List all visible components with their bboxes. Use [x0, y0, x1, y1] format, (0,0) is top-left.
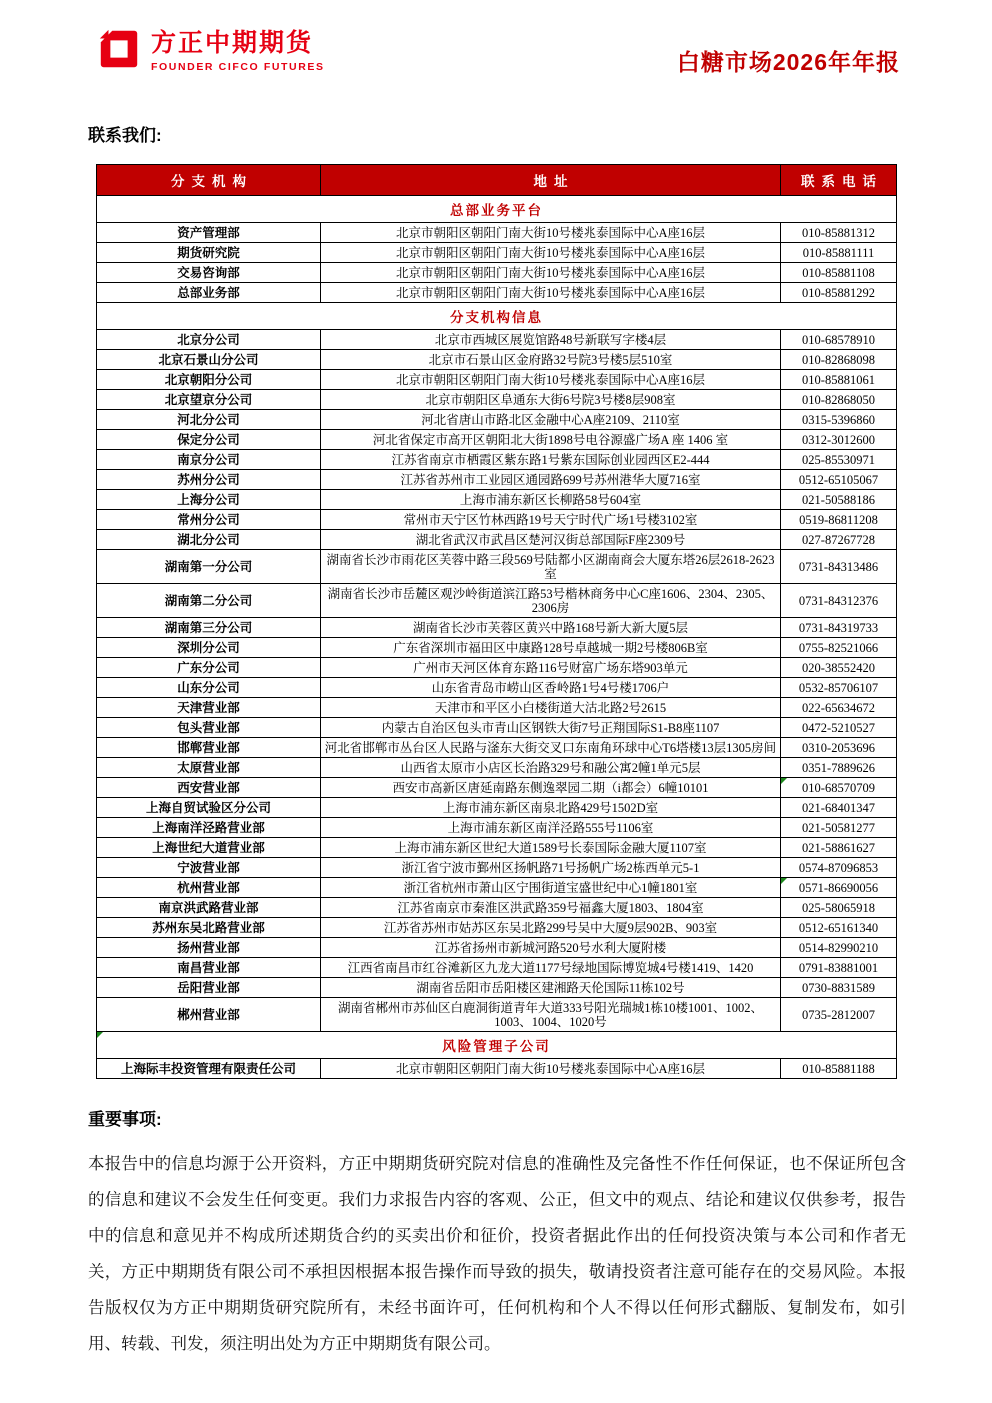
phone-cell: 010-82868098 — [781, 350, 897, 370]
contact-table-head — [97, 165, 897, 196]
address-cell: 北京市朝阳区朝阳门南大街10号楼兆泰国际中心A座16层 — [321, 370, 781, 390]
branch-name-cell: 郴州营业部 — [97, 998, 321, 1032]
address-cell: 河北省唐山市路北区金融中心A座2109、2110室 — [321, 410, 781, 430]
branch-name-cell: 北京望京分公司 — [97, 390, 321, 410]
address-cell: 上海市浦东新区长柳路58号604室 — [321, 490, 781, 510]
address-cell: 山西省太原市小店区长治路329号和融公寓2幢1单元5层 — [321, 758, 781, 778]
phone-cell: 010-68578910 — [781, 330, 897, 350]
table-row — [97, 490, 897, 510]
section-title: 分支机构信息 — [97, 303, 897, 330]
branch-name-cell: 西安营业部 — [97, 778, 321, 798]
table-row — [97, 878, 897, 898]
branch-name-cell: 苏州分公司 — [97, 470, 321, 490]
branch-name-cell: 湖南第一分公司 — [97, 550, 321, 584]
address-cell: 湖南省岳阳市岳阳楼区建湘路天伦国际11栋102号 — [321, 978, 781, 998]
table-row — [97, 778, 897, 798]
phone-cell: 010-85881312 — [781, 223, 897, 243]
address-cell: 湖北省武汉市武昌区楚河汉街总部国际F座2309号 — [321, 530, 781, 550]
address-cell: 上海市浦东新区南洋泾路555号1106室 — [321, 818, 781, 838]
table-row — [97, 390, 897, 410]
phone-cell: 027-87267728 — [781, 530, 897, 550]
address-cell: 北京市朝阳区朝阳门南大街10号楼兆泰国际中心A座16层 — [321, 263, 781, 283]
column-header-1: 地址 — [321, 165, 781, 196]
branch-name-cell: 邯郸营业部 — [97, 738, 321, 758]
phone-cell: 022-65634672 — [781, 698, 897, 718]
phone-cell: 0731-84319733 — [781, 618, 897, 638]
branch-name-cell: 南京分公司 — [97, 450, 321, 470]
address-cell: 北京市朝阳区朝阳门南大街10号楼兆泰国际中心A座16层 — [321, 283, 781, 303]
column-header-0: 分支机构 — [97, 165, 321, 196]
phone-cell: 010-82868050 — [781, 390, 897, 410]
branch-name-cell: 苏州东吴北路营业部 — [97, 918, 321, 938]
branch-name-cell: 南昌营业部 — [97, 958, 321, 978]
phone-cell: 025-58065918 — [781, 898, 897, 918]
phone-cell: 021-50581277 — [781, 818, 897, 838]
address-cell: 江苏省扬州市新城河路520号水利大厦附楼 — [321, 938, 781, 958]
phone-cell: 0532-85706107 — [781, 678, 897, 698]
contact-heading: 联系我们: — [88, 126, 162, 145]
brand-logo-text — [151, 30, 325, 73]
branch-name-cell: 扬州营业部 — [97, 938, 321, 958]
phone-cell: 0571-86690056 — [781, 878, 897, 898]
table-row — [97, 243, 897, 263]
branch-name-cell: 保定分公司 — [97, 430, 321, 450]
phone-cell: 010-85881111 — [781, 243, 897, 263]
phone-cell: 0735-2812007 — [781, 998, 897, 1032]
table-row — [97, 1059, 897, 1079]
table-section-row — [97, 1032, 897, 1059]
address-cell: 浙江省宁波市鄞州区扬帆路71号扬帆广场2栋西单元5-1 — [321, 858, 781, 878]
address-cell: 北京市石景山区金府路32号院3号楼5层510室 — [321, 350, 781, 370]
address-cell: 湖南省长沙市雨花区芙蓉中路三段569号陆都小区湖南商会大厦东塔26层2618-2623室 — [321, 550, 781, 584]
contact-table-header-row — [97, 165, 897, 196]
phone-cell: 021-50588186 — [781, 490, 897, 510]
branch-name-cell: 岳阳营业部 — [97, 978, 321, 998]
table-row — [97, 998, 897, 1032]
column-header-2: 联系电话 — [781, 165, 897, 196]
table-row — [97, 470, 897, 490]
address-cell: 北京市西城区展览馆路48号新联写字楼4层 — [321, 330, 781, 350]
phone-cell: 0755-82521066 — [781, 638, 897, 658]
phone-cell: 0514-82990210 — [781, 938, 897, 958]
phone-cell: 0730-8831589 — [781, 978, 897, 998]
address-cell: 上海市浦东新区世纪大道1589号长泰国际金融大厦1107室 — [321, 838, 781, 858]
phone-cell: 0512-65105067 — [781, 470, 897, 490]
branch-name-cell: 北京石景山分公司 — [97, 350, 321, 370]
table-row — [97, 263, 897, 283]
branch-name-cell: 上海分公司 — [97, 490, 321, 510]
table-row — [97, 658, 897, 678]
branch-name-cell: 总部业务部 — [97, 283, 321, 303]
address-cell: 天津市和平区小白楼街道大沽北路2号2615 — [321, 698, 781, 718]
branch-name-cell: 上海际丰投资管理有限责任公司 — [97, 1059, 321, 1079]
table-row — [97, 738, 897, 758]
notice-body: 本报告中的信息均源于公开资料，方正中期期货研究院对信息的准确性及完备性不作任何保证，也不保证所包含的信息和建议不会发生任何变更。我们力求报告内容的客观、公正，但文中的观点、结论和建议仅供参考，报告中的信息和意见并不构成所述期货合约的买卖出价和征价，投资者据此作出的任何投资决策与本公司和作者无关，方正中期期货有限公司不承担因根据本报告操作而导致的损失，敬请投资者注意可能存在的交易风险。本报告版权仅为方正中期期货研究院所有，未经书面许可，任何机构和个人不得以任何形式翻版、复制发布，如引用、转载、刊发，须注明出处为方正中期期货有限公司。 — [88, 1155, 906, 1353]
address-cell: 河北省保定市高开区朝阳北大街1898号电谷源盛广场A 座 1406 室 — [321, 430, 781, 450]
phone-cell: 010-85881108 — [781, 263, 897, 283]
address-cell: 湖南省长沙市岳麓区观沙岭街道滨江路53号楷林商务中心C座1606、2304、2305、2306房 — [321, 584, 781, 618]
table-row — [97, 758, 897, 778]
table-row — [97, 698, 897, 718]
address-cell: 山东省青岛市崂山区香岭路1号4号楼1706户 — [321, 678, 781, 698]
phone-cell: 021-68401347 — [781, 798, 897, 818]
table-row — [97, 283, 897, 303]
branch-name-cell: 广东分公司 — [97, 658, 321, 678]
branch-name-cell: 常州分公司 — [97, 510, 321, 530]
address-cell: 广州市天河区体育东路116号财富广场东塔903单元 — [321, 658, 781, 678]
address-cell: 江苏省南京市秦淮区洪武路359号福鑫大厦1803、1804室 — [321, 898, 781, 918]
phone-cell: 0512-65161340 — [781, 918, 897, 938]
section-title: 总部业务平台 — [97, 196, 897, 223]
branch-name-cell: 交易咨询部 — [97, 263, 321, 283]
notice-heading: 重要事项: — [88, 1110, 162, 1129]
table-row — [97, 978, 897, 998]
table-row — [97, 410, 897, 430]
table-row — [97, 330, 897, 350]
table-section-row — [97, 196, 897, 223]
phone-cell: 021-58861627 — [781, 838, 897, 858]
branch-name-cell: 河北分公司 — [97, 410, 321, 430]
address-cell: 江西省南昌市红谷滩新区九龙大道1177号绿地国际博览城4号楼1419、1420 — [321, 958, 781, 978]
address-cell: 河北省邯郸市丛台区人民路与滏东大街交叉口东南角环球中心T6塔楼13层1305房间 — [321, 738, 781, 758]
phone-cell: 0310-2053696 — [781, 738, 897, 758]
address-cell: 江苏省苏州市姑苏区东吴北路299号吴中大厦9层902B、903室 — [321, 918, 781, 938]
branch-name-cell: 上海自贸试验区分公司 — [97, 798, 321, 818]
table-section-row — [97, 303, 897, 330]
contact-table-body — [97, 196, 897, 1079]
branch-name-cell: 天津营业部 — [97, 698, 321, 718]
table-row — [97, 223, 897, 243]
table-row — [97, 584, 897, 618]
branch-name-cell: 北京分公司 — [97, 330, 321, 350]
table-row — [97, 510, 897, 530]
address-cell: 西安市高新区唐延南路东侧逸翠园二期（i都会）6幢10101 — [321, 778, 781, 798]
table-row — [97, 678, 897, 698]
table-row — [97, 858, 897, 878]
phone-cell: 010-85881061 — [781, 370, 897, 390]
branch-name-cell: 深圳分公司 — [97, 638, 321, 658]
branch-name-cell: 上海世纪大道营业部 — [97, 838, 321, 858]
address-cell: 北京市朝阳区阜通东大街6号院3号楼8层908室 — [321, 390, 781, 410]
branch-name-cell: 山东分公司 — [97, 678, 321, 698]
address-cell: 江苏省苏州市工业园区通园路699号苏州港华大厦716室 — [321, 470, 781, 490]
table-row — [97, 898, 897, 918]
report-title: 白糖市场2026年年报 — [676, 49, 900, 75]
founder-logo-icon — [96, 26, 142, 77]
table-row — [97, 958, 897, 978]
address-cell: 北京市朝阳区朝阳门南大街10号楼兆泰国际中心A座16层 — [321, 1059, 781, 1079]
brand-name-en: FOUNDER CIFCO FUTURES — [151, 60, 325, 73]
address-cell: 内蒙古自治区包头市青山区钢铁大街7号正翔国际S1-B8座1107 — [321, 718, 781, 738]
brand-name-cn: 方正中期期货 — [151, 29, 314, 58]
phone-cell: 025-85530971 — [781, 450, 897, 470]
table-row — [97, 530, 897, 550]
branch-name-cell: 湖南第三分公司 — [97, 618, 321, 638]
phone-cell: 0731-84312376 — [781, 584, 897, 618]
section-title: 风险管理子公司 — [97, 1032, 897, 1059]
phone-cell: 0472-5210527 — [781, 718, 897, 738]
branch-name-cell: 湖北分公司 — [97, 530, 321, 550]
phone-cell: 0351-7889626 — [781, 758, 897, 778]
branch-name-cell: 湖南第二分公司 — [97, 584, 321, 618]
phone-cell: 010-68570709 — [781, 778, 897, 798]
phone-cell: 0731-84313486 — [781, 550, 897, 584]
phone-cell: 0791-83881001 — [781, 958, 897, 978]
phone-cell: 0519-86811208 — [781, 510, 897, 530]
branch-name-cell: 太原营业部 — [97, 758, 321, 778]
contact-table — [96, 164, 897, 1079]
branch-name-cell: 杭州营业部 — [97, 878, 321, 898]
table-row — [97, 550, 897, 584]
phone-cell: 020-38552420 — [781, 658, 897, 678]
table-row — [97, 818, 897, 838]
branch-name-cell: 资产管理部 — [97, 223, 321, 243]
phone-cell: 0574-87096853 — [781, 858, 897, 878]
table-row — [97, 430, 897, 450]
phone-cell: 0315-5396860 — [781, 410, 897, 430]
address-cell: 上海市浦东新区南泉北路429号1502D室 — [321, 798, 781, 818]
table-row — [97, 718, 897, 738]
phone-cell: 0312-3012600 — [781, 430, 897, 450]
table-row — [97, 918, 897, 938]
phone-cell: 010-85881188 — [781, 1059, 897, 1079]
branch-name-cell: 北京朝阳分公司 — [97, 370, 321, 390]
phone-cell: 010-85881292 — [781, 283, 897, 303]
table-row — [97, 938, 897, 958]
address-cell: 湖南省郴州市苏仙区白鹿洞街道青年大道333号阳光瑞城1栋10楼1001、1002、1003、1004、1020号 — [321, 998, 781, 1032]
table-row — [97, 370, 897, 390]
branch-name-cell: 宁波营业部 — [97, 858, 321, 878]
table-row — [97, 450, 897, 470]
table-row — [97, 618, 897, 638]
address-cell: 常州市天宁区竹林西路19号天宁时代广场1号楼3102室 — [321, 510, 781, 530]
table-row — [97, 798, 897, 818]
branch-name-cell: 南京洪武路营业部 — [97, 898, 321, 918]
address-cell: 北京市朝阳区朝阳门南大街10号楼兆泰国际中心A座16层 — [321, 223, 781, 243]
address-cell: 北京市朝阳区朝阳门南大街10号楼兆泰国际中心A座16层 — [321, 243, 781, 263]
branch-name-cell: 上海南洋泾路营业部 — [97, 818, 321, 838]
page-header — [0, 0, 992, 77]
address-cell: 广东省深圳市福田区中康路128号卓越城一期2号楼806B室 — [321, 638, 781, 658]
table-row — [97, 350, 897, 370]
address-cell: 江苏省南京市栖霞区紫东路1号紫东国际创业园西区E2-444 — [321, 450, 781, 470]
address-cell: 湖南省长沙市芙蓉区黄兴中路168号新大新大厦5层 — [321, 618, 781, 638]
brand-logo — [96, 26, 325, 77]
table-row — [97, 638, 897, 658]
table-row — [97, 838, 897, 858]
branch-name-cell: 包头营业部 — [97, 718, 321, 738]
branch-name-cell: 期货研究院 — [97, 243, 321, 263]
address-cell: 浙江省杭州市萧山区宁围街道宝盛世纪中心1幢1801室 — [321, 878, 781, 898]
